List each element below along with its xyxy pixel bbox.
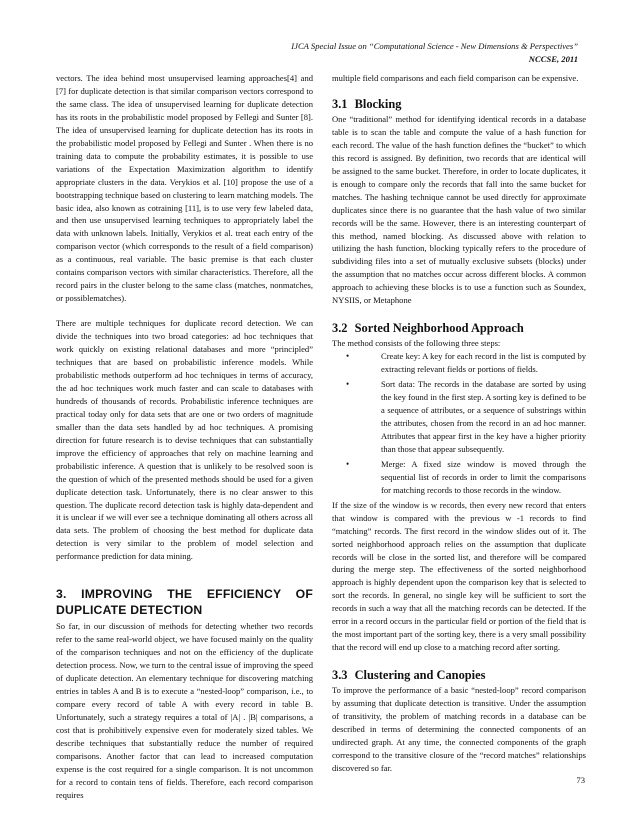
section-number: 3.2 bbox=[332, 321, 348, 336]
section-3-3-heading bbox=[332, 668, 586, 683]
paragraph-continuation: multiple field comparisons and each field comparison can be expensive. bbox=[332, 73, 579, 83]
list-item bbox=[332, 350, 586, 376]
section-title: Sorted Neighborhood Approach bbox=[354, 321, 524, 336]
bullet-icon: • bbox=[346, 379, 350, 390]
paragraph-efficiency: So far, in our discussion of methods for detecting whether two records refer to the same real-world object, we have focused mainly on the quality of the comparison techniques and not on the efficiency of the duplicate detection process. Now, we turn to the central issue of improving the speed of duplicate detection. An elementary technique for discovering matching entries in tables A and B is to execute a “nested-loop” comparison, i.e., to compare every record of table A with every record in table B. Unfortunately, such a strategy requires a total of |A| . |B| comparisons, a cost that is prohibitively expensive even for moderately sized tables. We describe techniques that substantially reduce the number of required comparisons. Another factor that can lead to increased computation expense is the cost required for a single comparison. It is not uncommon for a record to contain tens of fields. Therefore, each record comparison requires bbox=[56, 621, 313, 800]
running-header bbox=[291, 40, 578, 66]
conference-name: NCCSE, 2011 bbox=[528, 54, 578, 64]
paragraph-technique-categories: There are multiple techniques for duplicate record detection. We can divide the techniques into two broad categories: ad hoc techniques that work quickly on existing relational databases and more “principled” techniques that are based on probabilistic inference models. While probabilistic methods outperform ad hoc techniques in terms of accuracy, the ad hoc techniques work much faster and can scale to databases with hundreds of thousands of records. Probabilistic inference techniques are practical today only for data sets that are one or two orders of magnitude smaller than the data sets handled by ad hoc techniques. A promising direction for future research is to devise techniques that can substantially improve the efficiency of approaches that rely on machine learning and probabilistic inference. A question that is unlikely to be resolved soon is the question of which of the presented methods should be used for a given duplicate detection task. Unfortunately, there is no clear answer to this question. The duplicate record detection task is highly data-dependent and it is unclear if we will ever see a technique dominating all others across all data sets. The problem of choosing the best method for duplicate data detection is very similar to the problem of model selection and performance prediction for data mining. bbox=[56, 318, 313, 562]
page-number: 73 bbox=[576, 775, 585, 785]
bullet-icon: • bbox=[346, 351, 350, 362]
right-column bbox=[332, 72, 586, 775]
paragraph-unsupervised-learning: vectors. The idea behind most unsupervised learning approaches[4] and [7] for duplicate detection is that similar comparison vectors correspond to the same class. The idea of unsupervised learning for duplicate detection has its roots in the probabilistic model proposed by Fellegi and Sunter [8]. The idea of unsupervised learning for duplicate detection has its roots in the probabilistic model proposed by Fellegi and Sunter . When there is no training data to compute the probability estimates, it is possible to use variations of the Expectation Maximization algorithm to identify appropriate clusters in the data. Verykios et al. [10] propose the use of a bootstrapping technique based on clustering to learn matching models. The basic idea, also known as cotraining [11], is to use very few labeled data, and then use unsupervised learning techniques to appropriately label the data with unknown labels. Initially, Verykios et al. treat each entry of the comparison vector (which corresponds to the result of a field comparison) as a continuous, real variable. The basic premise is that each cluster contains comparison vectors with similar characteristics. Therefore, all the record pairs in the cluster belong to the same class (matches, nonmatches, or possiblematches). bbox=[56, 73, 313, 304]
journal-title: IJCA Special Issue on “Computational Science - New Dimensions & Perspectives” bbox=[291, 41, 578, 51]
step-text: Sort data: The records in the database are sorted by using the key found in the first step. A sorting key is defined to be a sequence of attributes, or a sequence of substrings within the attributes, chosen from the record in an ad hoc manner. Attributes that appear first in the key have a higher priority than those that appear subsequently. bbox=[381, 379, 586, 454]
paragraph-steps-intro: The method consists of the following three steps: bbox=[332, 338, 501, 349]
paragraph-sorted-neighborhood: If the size of the window is w records, then every new record that enters that window is compared with the previous w -1 records to find “matching” records. The first record in the window slides out of it. The sorted neighborhood approach relies on the assumption that duplicate records will be close in the sorted list, and therefore will be compared during the merge step. The effectiveness of the sorted neighborhood approach is highly dependent upon the comparison key that is selected to sort the records. In general, no single key will be sufficient to sort the records in such a way that all the matching records can be detected. If the error in a record occurs in the particular field or portion of the field that is the most important part of the sorting key, there is a very small possibility that the record will end up close to a matching record after sorting. bbox=[332, 499, 586, 653]
list-item bbox=[332, 378, 586, 456]
bullet-icon: • bbox=[346, 458, 350, 469]
list-item bbox=[332, 458, 586, 497]
steps-list bbox=[332, 350, 586, 496]
section-3-1-heading bbox=[332, 97, 586, 112]
left-column bbox=[56, 72, 313, 802]
step-text: Merge: A fixed size window is moved through the sequential list of records in order to limit the comparisons for matching records to those records in the window. bbox=[381, 458, 586, 495]
section-3-heading: 3. IMPROVING THE EFFICIENCY OF DUPLICATE DETECTION bbox=[56, 587, 313, 617]
paragraph-blocking: One “traditional” method for identifying identical records in a database table is to scan the table and compute the value of a hash function for each record. The value of the hash function defines the “bucket” to which this record is assigned. By definition, two records that are identical will be assigned to the same bucket. Therefore, in order to locate duplicates, it is enough to compare only the records that fall into the same bucket for matches. The hashing technique cannot be used directly for approximate duplicates since there is no guarantee that the hash value of two similar records will be the same. However, there is an interesting counterpart of this method, named blocking. As discussed above with relation to utilizing the hash function, blocking typically refers to the procedure of subdividing files into a set of mutually exclusive subsets (blocks) under the assumption that no matches occur across different blocks. A common approach to achieving these blocks is to use a function such as Soundex, NYSIIS, or Metaphone bbox=[332, 113, 586, 306]
paragraph-clustering: To improve the performance of a basic “nested-loop” record comparison by assuming that duplicate detection is transitive. Under the assumption of transitivity, the problem of matching records in a database can be described in terms of determining the connected components of an undirected graph. At any time, the connected components of the graph correspond to the transitive closure of the “record matches” relationships discovered so far. bbox=[332, 685, 586, 773]
section-title: Clustering and Canopies bbox=[354, 668, 486, 683]
section-number: 3.3 bbox=[332, 668, 348, 683]
step-text: Create key: A key for each record in the list is computed by extracting relevant fields or portions of fields. bbox=[381, 351, 586, 375]
section-title: Blocking bbox=[354, 96, 402, 111]
section-number: 3.1 bbox=[332, 96, 348, 111]
section-3-2-heading bbox=[332, 321, 586, 336]
